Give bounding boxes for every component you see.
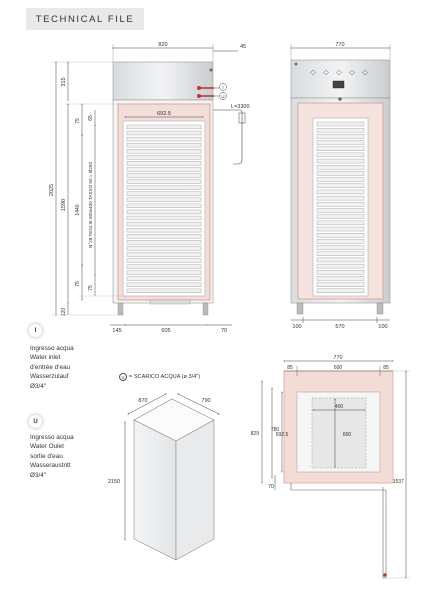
outlet-marker-label: U xyxy=(221,94,225,99)
drain-note-text: = SCARICO ACQUA (ø 3/4") xyxy=(129,374,201,380)
tray-slat xyxy=(317,159,364,163)
legend-inlet-line: Wasserzulauf xyxy=(30,373,69,381)
tray-slat xyxy=(317,178,364,182)
tray-slat xyxy=(127,210,201,214)
tray-slat xyxy=(317,252,364,256)
tray-slat xyxy=(317,147,364,151)
iso-right xyxy=(176,420,214,560)
dim-side-inner-width: 692.5 xyxy=(157,111,171,117)
tray-slat xyxy=(317,289,364,293)
tray-slat xyxy=(127,234,201,238)
dim-side-width: 820 xyxy=(158,42,168,48)
dim-plan-depth-total: 829 xyxy=(250,431,259,437)
dim-side-extra: 45 xyxy=(239,44,247,50)
dim-front-mid: 570 xyxy=(335,324,345,330)
legend-inlet-line: d'entrée d'eau xyxy=(30,363,71,371)
tray-slat xyxy=(127,259,201,263)
tray-slat xyxy=(317,190,364,194)
dim-plan-width: 770 xyxy=(333,355,343,361)
tray-slat xyxy=(127,131,201,135)
tray-slat xyxy=(317,264,364,268)
dim-iso-height: 2150 xyxy=(107,479,121,485)
tray-slat xyxy=(127,253,201,257)
header-title: TECHNICAL FILE xyxy=(35,13,135,25)
drain-note-marker: U xyxy=(119,373,127,381)
tray-slat xyxy=(127,180,201,184)
dim-side-inner-height: 1440 xyxy=(75,204,81,216)
tray-slat xyxy=(317,141,364,145)
dim-plan-tray-width: 400 xyxy=(334,404,344,410)
tray-slat xyxy=(127,125,201,129)
tray-slat xyxy=(317,276,364,280)
tray-slat xyxy=(317,239,364,243)
tray-slat xyxy=(127,271,201,275)
dim-iso-depth: 870 xyxy=(138,398,148,404)
dim-side-gap-top: 75 xyxy=(75,118,81,124)
inlet-marker-label: I xyxy=(222,85,224,90)
dim-side-gap-bottom: 75 xyxy=(88,285,94,291)
tray-slat xyxy=(317,134,364,138)
tray-slat xyxy=(317,246,364,250)
dim-side-door-height: 1590 xyxy=(61,198,67,212)
tray-slat xyxy=(127,192,201,196)
legend-outlet-marker: U xyxy=(29,415,42,428)
tray-slat xyxy=(127,204,201,208)
drain-pipe xyxy=(213,110,242,164)
tray-slat xyxy=(127,283,201,287)
tray-slat xyxy=(127,216,201,220)
plan-door xyxy=(291,483,386,578)
tray-slat xyxy=(127,289,201,293)
pipe-length: L=3300 xyxy=(231,104,250,110)
side-view xyxy=(49,42,250,334)
tray-slat xyxy=(127,155,201,159)
tray-slat xyxy=(317,270,364,274)
tray-slat xyxy=(317,202,364,206)
dim-plan-open: 1537 xyxy=(392,479,404,485)
iso-left xyxy=(134,420,176,560)
dim-plan-front: 70 xyxy=(268,484,274,490)
tray-slat xyxy=(127,149,201,153)
dim-side-trays-label: N°28 TEGLIE 600x400 TASSO 50 = Ø250 xyxy=(88,162,93,248)
plan-view xyxy=(251,355,410,578)
control-display xyxy=(333,81,344,88)
tray-slat xyxy=(127,137,201,141)
dim-side-bottom-left: 145 xyxy=(112,328,122,334)
tray-slat xyxy=(127,198,201,202)
tray-slat xyxy=(317,283,364,287)
tray-slat xyxy=(317,196,364,200)
dim-front-left: 100 xyxy=(292,324,302,330)
tray-slat xyxy=(317,258,364,262)
legend-outlet-line: Ingresso acqua xyxy=(30,434,74,441)
tray-slat xyxy=(317,233,364,237)
dim-side-top-section: 315 xyxy=(61,77,67,87)
tray-slat xyxy=(317,221,364,225)
iso-view xyxy=(108,394,219,560)
tray-slat xyxy=(317,215,364,219)
tray-slat xyxy=(317,209,364,213)
tray-slat xyxy=(317,227,364,231)
tray-slat xyxy=(317,165,364,169)
tray-slat xyxy=(127,174,201,178)
tray-slat xyxy=(127,246,201,250)
tray-slat xyxy=(127,143,201,147)
legend-outlet-line: sortie d'eau xyxy=(30,452,63,460)
dim-side-total-height: 2025 xyxy=(49,183,55,197)
dim-front-width: 770 xyxy=(335,42,345,48)
tray-slat xyxy=(317,153,364,157)
dim-side-bottom-mid: 605 xyxy=(161,328,171,334)
dim-side-feet: 120 xyxy=(61,307,67,317)
front-cabinet-top xyxy=(291,60,390,98)
legend-outlet xyxy=(30,433,100,480)
dim-plan-left: 85 xyxy=(287,365,293,371)
front-view xyxy=(291,42,390,330)
legend-outlet-line: Ø3/4" xyxy=(30,471,47,479)
dim-plan-tray-depth: 600 xyxy=(342,432,352,438)
legend-inlet-line: Water inlet xyxy=(30,354,61,362)
tray-slat xyxy=(127,265,201,269)
tray-slat xyxy=(127,186,201,190)
dim-side-bottom-right: 70 xyxy=(220,328,228,334)
legend-inlet xyxy=(30,344,100,391)
legend-outlet-line: Water Oulet xyxy=(30,443,64,451)
dim-iso-width: 790 xyxy=(201,398,211,404)
tray-slat xyxy=(127,228,201,232)
legend-inlet-line: Ø3/4" xyxy=(30,382,47,390)
legend-inlet-line: Ingresso acqua xyxy=(30,345,74,352)
dim-plan-depth-inner: 780 xyxy=(270,427,280,433)
drain-note xyxy=(119,373,200,381)
tray-slat xyxy=(127,277,201,281)
tray-slat xyxy=(317,122,364,126)
tray-slat xyxy=(127,222,201,226)
legend-outlet-line: Wasseraustritt xyxy=(30,462,71,470)
legend-inlet-marker: I xyxy=(29,324,42,337)
dim-plan-right: 85 xyxy=(383,365,389,371)
dim-plan-depth-door: 692.5 xyxy=(275,432,289,438)
dim-side-small-top: 65 xyxy=(88,115,94,121)
tray-slat xyxy=(127,240,201,244)
tray-slat xyxy=(127,168,201,172)
dim-plan-mid: 600 xyxy=(333,365,343,371)
tray-slat xyxy=(317,128,364,132)
dim-side-gap-mid: 75 xyxy=(75,281,81,287)
tray-slat xyxy=(317,171,364,175)
tray-slat xyxy=(127,161,201,165)
dim-front-right: 100 xyxy=(378,324,388,330)
tray-slat xyxy=(317,184,364,188)
